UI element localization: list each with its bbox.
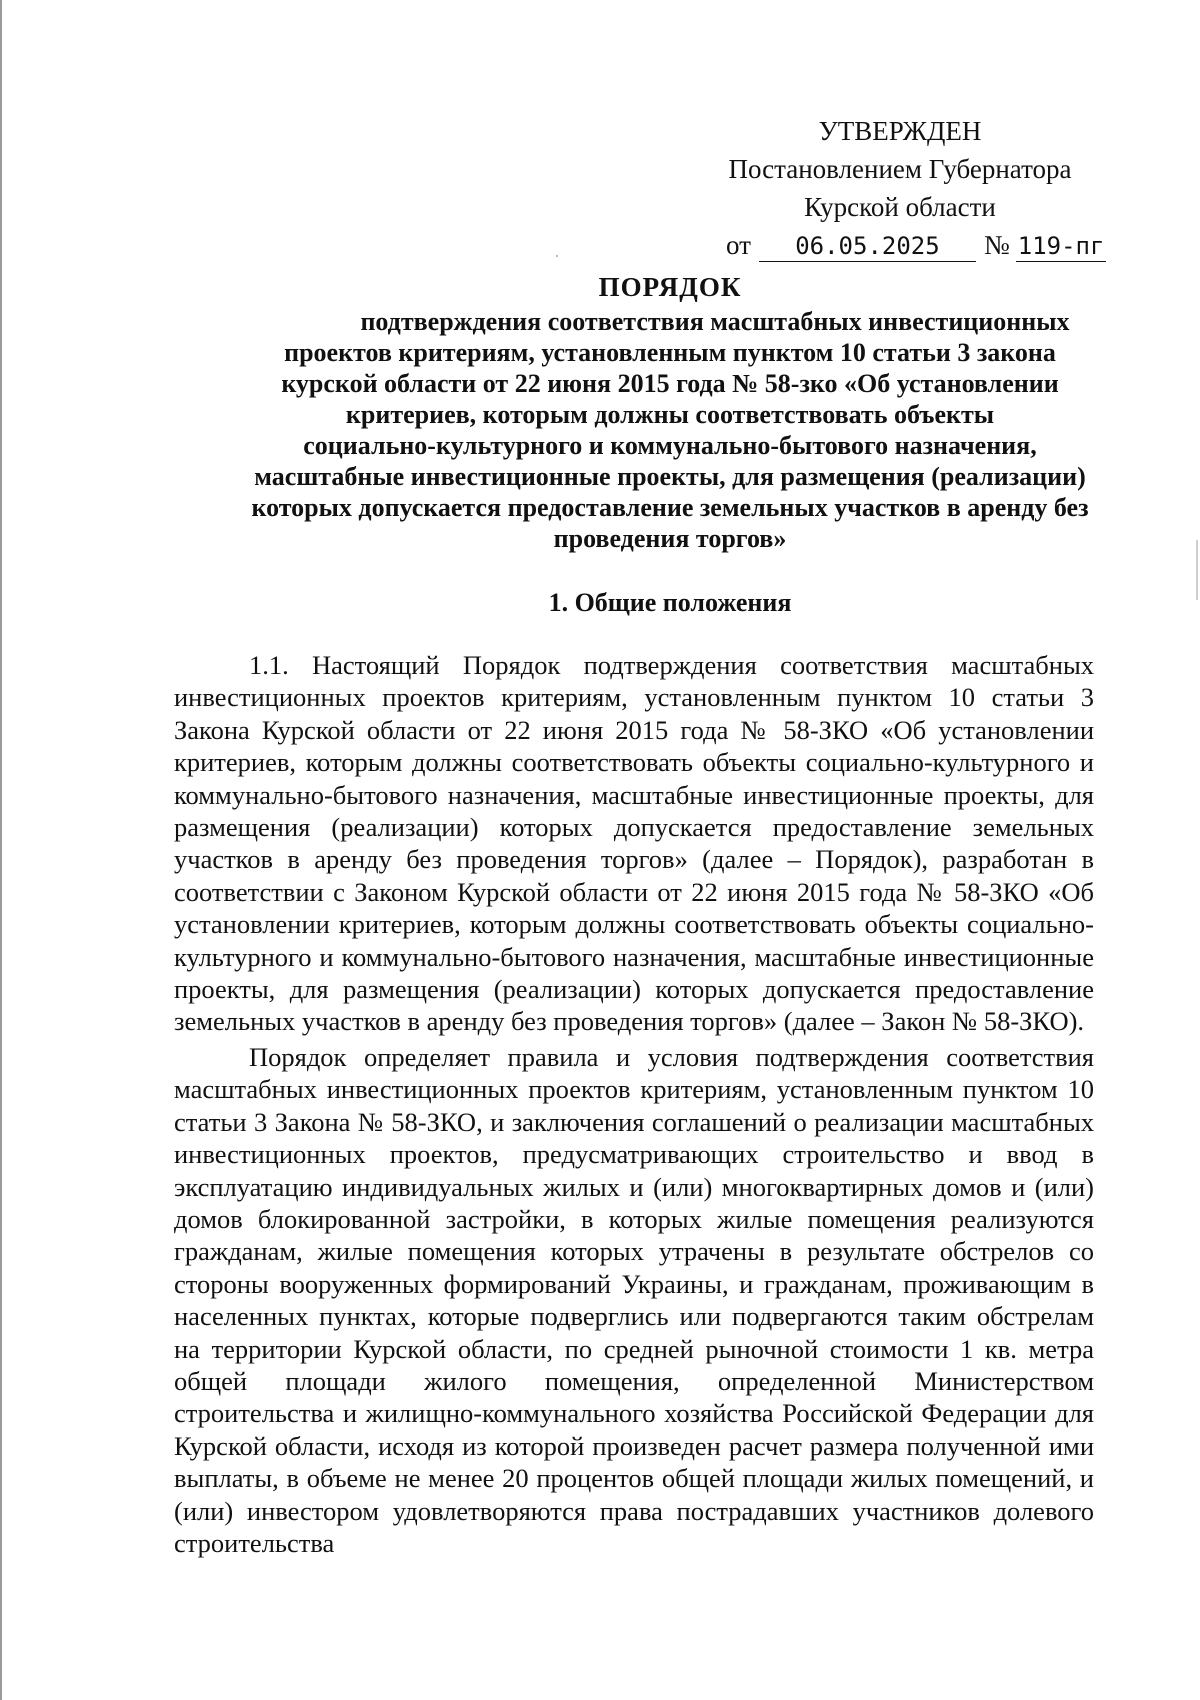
- approval-date-row: [700, 226, 1105, 264]
- paragraph: Порядок определяет правила и условия подтверждения соответствия масштабных инвестиционных проектов критериям, установленным пунктом 10 статьи 3 Закона № 58-ЗКО, и заключения соглашений о реализации масштабных инвестиционных проектов, предусматривающих строительство и ввод в эксплуатацию индивидуальных жилых и (или) многоквартирных домов и (или) домов блокированной застройки, в которых жилые помещения реализуются гражданам, жилые помещения которых утрачены в результате обстрелов со стороны вооруженных формирований Украины, и гражданам, проживающим в населенных пунктах, которые подверглись или подвергаются таким обстрелам на территории Курской области, по средней рыночной стоимости 1 кв. метра общей площади жилого помещения, определенной Министерством строительства и жилищно-коммунального хозяйства Российской Федерации для Курской области, исходя из которой произведен расчет размера полученной ими выплаты, в объеме не менее 20 процентов общей площади жилых помещений, и (или) инвестором удовлетворяются права пострадавших участников долевого строительства: [174, 1041, 1094, 1558]
- scan-speck: [556, 255, 558, 257]
- approval-heading: УТВЕРЖДЕН: [818, 116, 982, 146]
- subtitle-line: проведения торгов»: [553, 524, 787, 553]
- section-body: [174, 649, 1094, 1562]
- approval-block: [700, 112, 1105, 264]
- document-subtitle: [180, 306, 1160, 554]
- subtitle-line: социально-культурного и коммунально-бытового назначения,: [303, 431, 1037, 460]
- approval-date: 06.05.2025: [759, 231, 976, 262]
- subtitle-line: которых допускается предоставление земельных участков в аренду без: [251, 493, 1089, 522]
- subtitle-line: курской области от 22 июня 2015 года № 58-зко «Об установлении: [281, 369, 1059, 398]
- date-prefix: от: [726, 230, 751, 260]
- approval-line-2: Курской области: [804, 192, 996, 222]
- number-prefix: №: [983, 230, 1010, 260]
- subtitle-line: проектов критериям, установленным пунктом 10 статьи 3 закона: [284, 338, 1056, 367]
- section-heading: 1. Общие положения: [548, 588, 792, 617]
- subtitle-line: подтверждения соответствия масштабных инвестиционных: [360, 307, 1070, 336]
- document-title: ПОРЯДОК: [598, 272, 742, 302]
- paragraph: 1.1. Настоящий Порядок подтверждения соответствия масштабных инвестиционных проектов критериям, установленным пунктом 10 статьи 3 Закона Курской области от 22 июня 2015 года № 58-ЗКО «Об установлении критериев, которым должны соответствовать объекты социально-культурного и коммунально-бытового назначения, масштабные инвестиционные проекты, для размещения (реализации) которых допускается предоставление земельных участков в аренду без проведения торгов» (далее – Порядок), разработан в соответствии с Законом Курской области от 22 июня 2015 года № 58-ЗКО «Об установлении критериев, которым должны соответствовать объекты социально-культурного и коммунально-бытового назначения, масштабные инвестиционные проекты, для размещения (реализации) которых допускается предоставление земельных участков в аренду без проведения торгов» (далее – Закон № 58-ЗКО).: [174, 650, 1094, 1037]
- subtitle-line: критериев, которым должны соответствовать объекты: [345, 400, 995, 429]
- approval-line-1: Постановлением Губернатора: [728, 154, 1072, 184]
- approval-number: 119-пг: [1017, 232, 1105, 260]
- subtitle-line: масштабные инвестиционные проекты, для размещения (реализации): [254, 462, 1086, 491]
- page-left-edge: [0, 0, 2, 1700]
